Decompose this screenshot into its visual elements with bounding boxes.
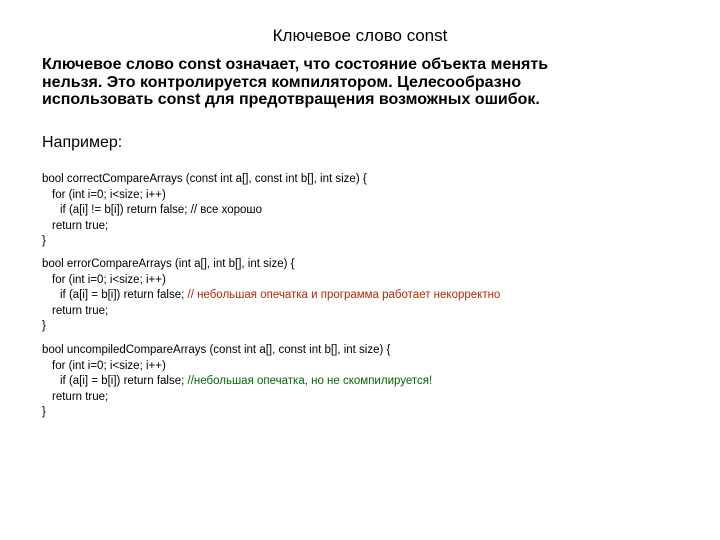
- intro-line: нельзя. Это контролируется компилятором. Целесообразно: [42, 73, 522, 91]
- code-signature: bool uncompiledCompareArrays (const int a[], const int b[], int size) {: [42, 344, 391, 356]
- intro-line: использовать const для предотвращения возможных ошибок.: [42, 91, 540, 108]
- code-condition-line: [42, 288, 702, 304]
- code-condition: if (a[i] != b[i]) return false;: [60, 204, 191, 216]
- intro-line: Ключевое слово const означает, что состояние объекта менять: [42, 56, 549, 73]
- code-comment-error: // небольшая опечатка и программа работает некорректно: [187, 289, 501, 301]
- code-condition: if (a[i] = b[i]) return false;: [60, 375, 188, 387]
- intro-paragraph: [42, 56, 702, 109]
- code-condition-line: [42, 374, 702, 390]
- code-close-brace: }: [42, 235, 46, 247]
- code-block-uncompiled: [42, 343, 702, 421]
- code-comment-ok: //небольшая опечатка, но не скомпилируется!: [187, 375, 433, 387]
- code-condition-line: [42, 203, 702, 219]
- code-loop: for (int i=0; i<size; i++): [52, 273, 166, 286]
- code-return: return true;: [52, 219, 109, 232]
- code-loop: for (int i=0; i<size; i++): [52, 359, 166, 372]
- code-close-brace: }: [42, 320, 46, 332]
- code-close-brace: }: [42, 406, 46, 418]
- code-loop: for (int i=0; i<size; i++): [52, 188, 166, 201]
- example-label: Например:: [42, 134, 123, 151]
- code-block-error: [42, 257, 702, 335]
- code-signature: bool correctCompareArrays (const int a[], const int b[], int size) {: [42, 173, 367, 185]
- code-comment: // все хорошо: [190, 204, 263, 216]
- slide-title: Ключевое слово const: [272, 26, 448, 45]
- code-block-correct: [42, 172, 702, 250]
- code-condition: if (a[i] = b[i]) return false;: [60, 289, 188, 301]
- code-signature: bool errorCompareArrays (int a[], int b[], int size) {: [42, 258, 295, 270]
- code-return: return true;: [52, 304, 109, 317]
- code-return: return true;: [52, 390, 109, 403]
